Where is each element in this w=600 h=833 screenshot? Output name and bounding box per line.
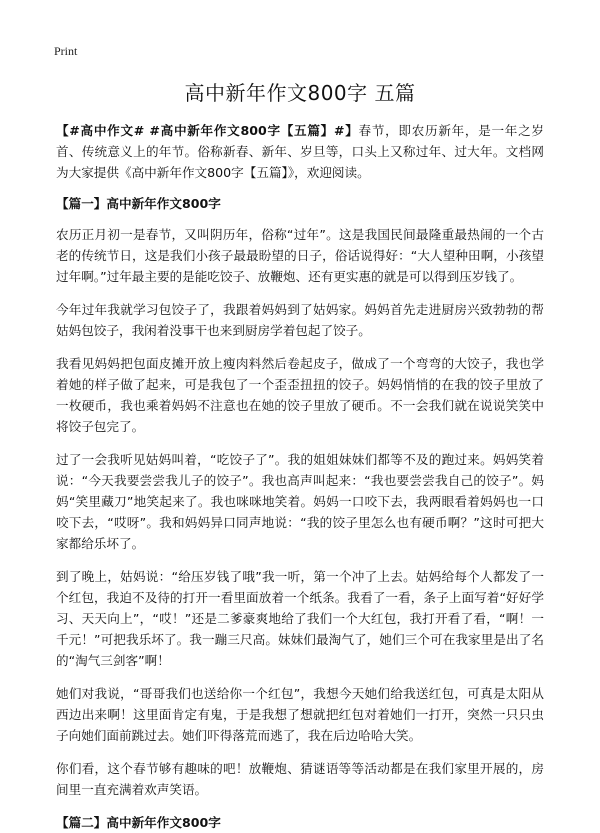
paragraph: 她们对我说，“哥哥我们也送给你一个红包”，我想今天她们给我送红包，可真是太阳从西边出来啊！这里面肯定有鬼，于是我想了想就把红包对着她们一打开，突然一只只虫子向她们面前跳过去。她们吓得落荒而逃了，我在后边哈哈大笑。 [56,686,544,743]
paragraph: 到了晚上，姑妈说：“给压岁钱了哦”我一听，第一个冲了上去。姑妈给每个人都发了一个红包，我迫不及待的打开一看里面放着一个纸条。我看了一看，条子上面写着“好好学习、天天向上”，“哎！”还是二爹豪爽地给了我们一个大红包，我打开看了看，“啊！一千元！”可把我乐坏了。我一蹦三尺高。妹妹们最淘气了，她们三个可在我家里是出了名的“淘气三剑客”啊！ [56,569,544,668]
intro-tag: 【#高中作文# #高中新年作文800字【五篇】#】 [56,123,359,138]
intro-text: 春节，即农历新年，是一年之岁首、传统意义上的年节。俗称新春、新年、岁旦等，口头上又称过年、过大年。文档网为大家提供《高中新年作文800字【五篇】》，欢迎阅读。 [56,123,545,180]
intro-paragraph [56,120,544,183]
section-heading-2: 【篇二】高中新年作文800字 [56,815,221,830]
paragraph: 过了一会我听见姑妈叫着，“吃饺子了”。我的姐姐妹妹们都等不及的跑过来。妈妈笑着说：“今天我要尝尝我儿子的饺子”。我也高声叫起来：“我也要尝尝我自己的饺子”。妈妈“笑里藏刀”地笑起来了。我也咪咪地笑着。妈妈一口咬下去，我两眼看着妈妈也一口咬下去，“哎呀”。我和妈妈异口同声地说：“我的饺子里怎么也有硬币啊？”这时可把大家都给乐坏了。 [56,452,544,551]
print-label: Print [54,44,78,58]
section-heading-1: 【篇一】高中新年作文800字 [56,196,221,211]
paragraph: 农历正月初一是春节，又叫阴历年，俗称“过年”。这是我国民间最隆重最热闹的一个古老的传统节日，这是我们小孩子最最盼望的日子，俗话说得好：“大人望种田啊，小孩望过年啊。”过年最主要的是能吃饺子、放鞭炮、还有更实惠的就是可以得到压岁钱了。 [56,227,544,284]
document-title: 高中新年作文800字 五篇 [184,81,416,105]
paragraph: 我看见妈妈把包面皮摊开放上瘦肉料然后卷起皮子，做成了一个弯弯的大饺子，我也学着她的样子做了起来，可是我包了一个歪歪扭扭的饺子。妈妈悄悄的在我的饺子里放了一枚硬币，我也乘着妈妈不注意也在她的饺子里放了硬币。不一会我们就在说说笑笑中将饺子包完了。 [56,356,544,434]
paragraph: 今年过年我就学习包饺子了，我跟着妈妈到了姑妈家。妈妈首先走进厨房兴致勃勃的帮姑妈包饺子，我闲着没事干也来到厨房学着包起了饺子。 [56,302,544,338]
paragraph: 你们看，这个春节够有趣味的吧！放鞭炮、猜谜语等等活动都是在我们家里开展的，房间里一直充满着欢声笑语。 [56,761,544,797]
